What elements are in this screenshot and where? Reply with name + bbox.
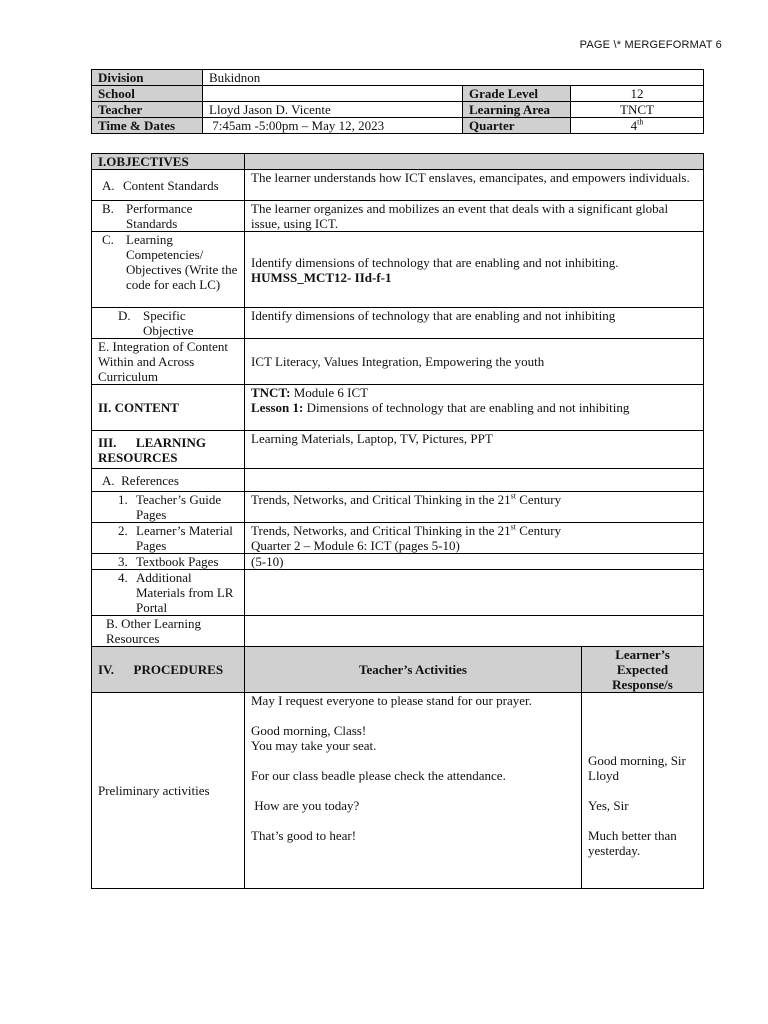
page-header: PAGE \* MERGEFORMAT 6	[579, 39, 722, 51]
learners-material-label: Learner’s Material Pages	[136, 523, 233, 553]
preliminary-activities-label: Preliminary activities	[92, 693, 245, 889]
content-lesson-label: Lesson 1:	[251, 400, 304, 415]
learners-material-number: 2.	[118, 523, 128, 538]
content-heading: II. CONTENT	[92, 385, 245, 431]
time-dates-label: Time & Dates	[92, 118, 203, 134]
school-label: School	[92, 86, 203, 102]
performance-standards-value: The learner organizes and mobilizes an event that deals with a significant global issue, using ICT.	[245, 201, 704, 232]
time-dates-value: 7:45am -5:00pm – May 12, 2023	[203, 118, 463, 134]
content-row	[92, 385, 704, 431]
teacher-how-are-you: How are you today?	[251, 798, 360, 813]
textbook-label: Textbook Pages	[136, 554, 219, 569]
integration-label: E. Integration of Content Within and Across Curriculum	[92, 339, 245, 385]
learners-material-suffix: st	[510, 522, 516, 532]
quarter-number: 4	[630, 118, 638, 133]
additional-materials-row	[92, 570, 704, 616]
teacher-row	[92, 102, 704, 118]
content-module-label: TNCT:	[251, 385, 291, 400]
learning-competencies-label: Learning Competencies/ Objectives (Write the code for each LC)	[126, 232, 238, 292]
teacher-value: Lloyd Jason D. Vicente	[203, 102, 463, 118]
learning-resources-heading: III. LEARNING RESOURCES	[92, 431, 245, 469]
performance-standards-number: B.	[102, 201, 114, 216]
procedures-heading-row	[92, 647, 704, 693]
teacher-greeting: Good morning, Class!	[251, 723, 367, 738]
learners-material-row	[92, 523, 704, 554]
procedures-heading: IV. PROCEDURES	[92, 647, 245, 693]
specific-objective-row	[92, 308, 704, 339]
lesson-plan-table	[91, 153, 704, 889]
objectives-heading: I.OBJECTIVES	[92, 154, 245, 170]
quarter-label: Quarter	[463, 118, 571, 134]
learners-material-quarter: Quarter 2 – Module 6: ICT (pages 5-10)	[251, 538, 460, 553]
teachers-guide-row	[92, 492, 704, 523]
additional-materials-number: 4.	[118, 570, 128, 585]
division-value: Bukidnon	[203, 70, 704, 86]
learner-yes-sir: Yes, Sir	[588, 798, 629, 813]
teachers-guide-value: Trends, Networks, and Critical Thinking in the 21	[251, 492, 511, 507]
learner-much-better: Much better than yesterday.	[588, 828, 677, 858]
quarter-value	[571, 118, 704, 134]
content-standards-number: A.	[102, 177, 115, 193]
specific-objective-label: Specific Objective	[143, 308, 194, 338]
quarter-suffix: th	[637, 117, 644, 127]
learning-competencies-value: Identify dimensions of technology that are enabling and not inhibiting.	[251, 254, 619, 270]
teachers-guide-suffix: st	[510, 491, 516, 501]
content-module-text: Module 6 ICT	[290, 385, 369, 400]
teacher-seat: You may take your seat.	[251, 738, 377, 753]
performance-standards-row	[92, 201, 704, 232]
textbook-number: 3.	[118, 554, 128, 569]
content-standards-label: Content Standards	[123, 177, 219, 193]
content-lesson	[251, 400, 697, 415]
teacher-label: Teacher	[92, 102, 203, 118]
content-lesson-text: Dimensions of technology that are enabling and not inhibiting	[303, 400, 630, 415]
lesson-info-table	[91, 69, 704, 134]
preliminary-activities-row	[92, 693, 704, 889]
teacher-good-to-hear: That’s good to hear!	[251, 828, 357, 843]
textbook-value: (5-10)	[245, 554, 704, 570]
learning-competencies-number: C.	[102, 232, 114, 247]
learning-resources-row	[92, 431, 704, 469]
learners-material-value: Trends, Networks, and Critical Thinking in the 21	[251, 523, 511, 538]
textbook-row	[92, 554, 704, 570]
performance-standards-label: Performance Standards	[126, 201, 193, 231]
division-row	[92, 70, 704, 86]
content-module	[251, 385, 697, 400]
division-label: Division	[92, 70, 203, 86]
learner-greeting: Good morning, Sir Lloyd	[588, 753, 686, 783]
teachers-guide-tail: Century	[515, 492, 562, 507]
references-row	[92, 469, 704, 492]
learning-resources-value: Learning Materials, Laptop, TV, Pictures, PPT	[245, 431, 704, 469]
content-standards-row	[92, 170, 704, 201]
teachers-guide-number: 1.	[118, 492, 128, 507]
references-label: A. References	[92, 469, 245, 492]
content-standards-value: The learner understands how ICT enslaves, emancipates, and empowers individuals.	[245, 170, 704, 201]
other-resources-label: B. Other Learning Resources	[92, 616, 245, 647]
teacher-prayer: May I request everyone to please stand for our prayer.	[251, 693, 532, 708]
teacher-attendance: For our class beadle please check the attendance.	[251, 768, 506, 783]
time-row	[92, 118, 704, 134]
school-row	[92, 86, 704, 102]
specific-objective-number: D.	[118, 308, 131, 323]
learning-area-label: Learning Area	[463, 102, 571, 118]
objectives-heading-row	[92, 154, 704, 170]
learners-response-header: Learner’s Expected Response/s	[582, 647, 704, 693]
other-resources-row	[92, 616, 704, 647]
teachers-guide-label: Teacher’s Guide Pages	[136, 492, 222, 522]
learning-competencies-code: HUMSS_MCT12- IId-f-1	[251, 269, 392, 285]
teachers-activities-header: Teacher’s Activities	[245, 647, 582, 693]
integration-row	[92, 339, 704, 385]
integration-value: ICT Literacy, Values Integration, Empowering the youth	[245, 339, 704, 385]
learning-competencies-row	[92, 232, 704, 308]
learning-area-value: TNCT	[571, 102, 704, 118]
grade-level-value: 12	[571, 86, 704, 102]
school-value	[203, 86, 463, 102]
grade-level-label: Grade Level	[463, 86, 571, 102]
additional-materials-label: Additional Materials from LR Portal	[136, 570, 234, 615]
specific-objective-value: Identify dimensions of technology that are enabling and not inhibiting	[245, 308, 704, 339]
learners-material-tail: Century	[515, 523, 562, 538]
